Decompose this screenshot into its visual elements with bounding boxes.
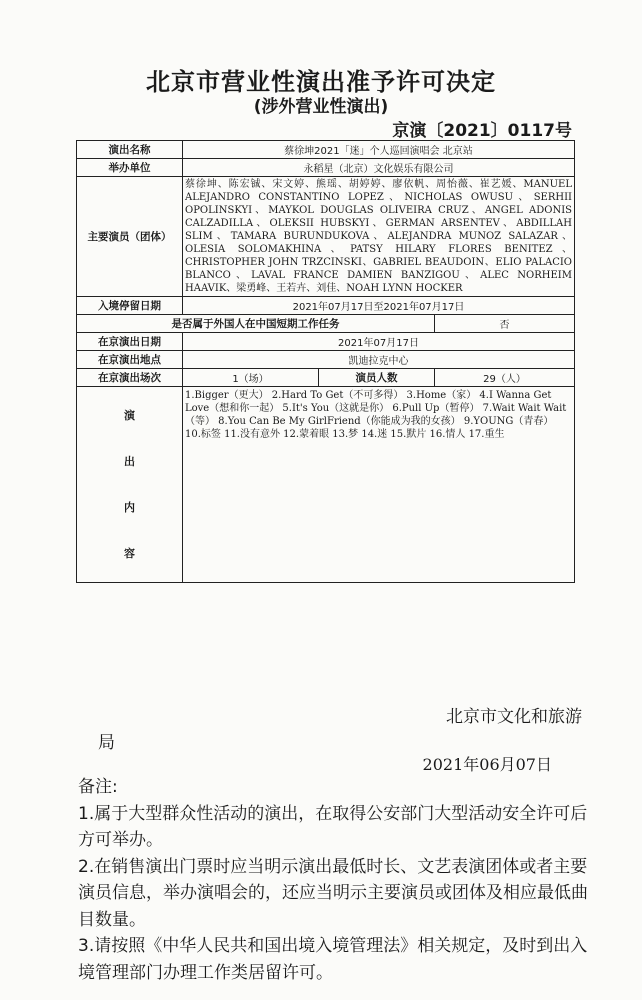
- content-label: [77, 387, 183, 583]
- venue-label: 在京演出地点: [77, 351, 183, 369]
- organizer-label: 举办单位: [77, 159, 183, 177]
- note-item: 1.属于大型群众性活动的演出，在取得公安部门大型活动安全许可后方可举办。: [78, 803, 588, 850]
- sessions-label: 在京演出场次: [77, 369, 183, 387]
- row-entry-period: [77, 297, 575, 315]
- row-performers: [77, 177, 575, 297]
- content-label-char: 出: [124, 454, 135, 468]
- show-name-label: 演出名称: [77, 141, 183, 159]
- row-organizer: [77, 159, 575, 177]
- note-item: 2.在销售演出门票时应当明示演出最低时长、文艺表演团体或者主要演员信息，举办演唱会的，还应当明示主要演员或团体及相应最低曲目数量。: [78, 856, 588, 930]
- foreign-work-value: 否: [435, 315, 575, 333]
- notes-title: 备注:: [78, 777, 118, 797]
- entry-period-label: 入境停留日期: [77, 297, 183, 315]
- row-venue: [77, 351, 575, 369]
- document-subtitle: (涉外营业性演出): [253, 97, 389, 117]
- performers-value: 蔡徐坤、陈宏铖、宋文婷、熊瑶、胡婷婷、廖依帆、周怡薇、崔艺媛、MANUEL ALEJANDRO CONSTANTINO LOPEZ、NICHOLAS OWUSU、SERHII OPOLINSKYI、MAYKOL DOUGLAS OLIVEIRA CRUZ、ANGEL ADONIS CALZADILLA、OLEKSII HUBSKYI、GERMAN ARSENTEV、ABDILLAH SLIM、TAMARA BURUNDUKOVA、ALEJANDRA MUNOZ SALAZAR、OLESIA SOLOMAKHINA、PATSY HILARY FLORES BENITEZ、CHRISTOPHER JOHN TRZCINSKI、GABRIEL BEAUDOIN、ELIO PALACIO BLANCO、LAVAL FRANCE DAMIEN BANZIGOU、ALEC NORHEIM HAAVIK、梁勇峰、王若卉、刘佳、NOAH LYNN HOCKER: [183, 177, 575, 297]
- issuer-line-2: 局: [98, 733, 115, 753]
- entry-period-value: 2021年07月17日至2021年07月17日: [183, 297, 575, 315]
- issue-date: 2021年06月07日: [422, 755, 552, 774]
- row-foreign-work: [77, 315, 575, 333]
- document-number: 京演〔2021〕0117号: [392, 121, 572, 141]
- foreign-work-label: 是否属于外国人在中国短期工作任务: [77, 315, 435, 333]
- row-content: [77, 387, 575, 583]
- show-date-value: 2021年07月17日: [183, 333, 575, 351]
- show-date-label: 在京演出日期: [77, 333, 183, 351]
- cast-count-value: 29（人）: [435, 369, 575, 387]
- row-show-name: [77, 141, 575, 159]
- row-sessions: [77, 369, 575, 387]
- issuer-line-1: 北京市文化和旅游: [446, 707, 582, 727]
- performers-label: 主要演员（团体）: [77, 177, 183, 297]
- organizer-value: 永稻星（北京）文化娱乐有限公司: [183, 159, 575, 177]
- content-value: 1.Bigger（更大） 2.Hard To Get（不可多得） 3.Home（家） 4.I Wanna Get Love（想和你一起） 5.It's You（这就是你） 6.Pull Up（暂停） 7.Wait Wait Wait（等） 8.You Can Be My GirlFriend（你能成为我的女孩） 9.YOUNG（青春） 10.标签 11.没有意外 12.蒙着眼 13.梦 14.迷 15.默片 16.情人 17.重生: [183, 387, 575, 583]
- cast-count-label: 演员人数: [319, 369, 435, 387]
- note-item: 3.请按照《中华人民共和国出境入境管理法》相关规定，及时到出入境管理部门办理工作类居留许可。: [78, 936, 588, 983]
- permit-table: [76, 140, 575, 583]
- sessions-value: 1（场）: [183, 369, 319, 387]
- notes-section: [78, 774, 588, 986]
- show-name-value: 蔡徐坤2021「迷」个人巡回演唱会 北京站: [183, 141, 575, 159]
- content-label-char: 容: [124, 546, 135, 560]
- venue-value: 凯迪拉克中心: [183, 351, 575, 369]
- content-label-char: 内: [124, 500, 135, 514]
- row-show-date: [77, 333, 575, 351]
- content-label-char: 演: [124, 408, 135, 422]
- document-title: 北京市营业性演出准予许可决定: [146, 68, 496, 96]
